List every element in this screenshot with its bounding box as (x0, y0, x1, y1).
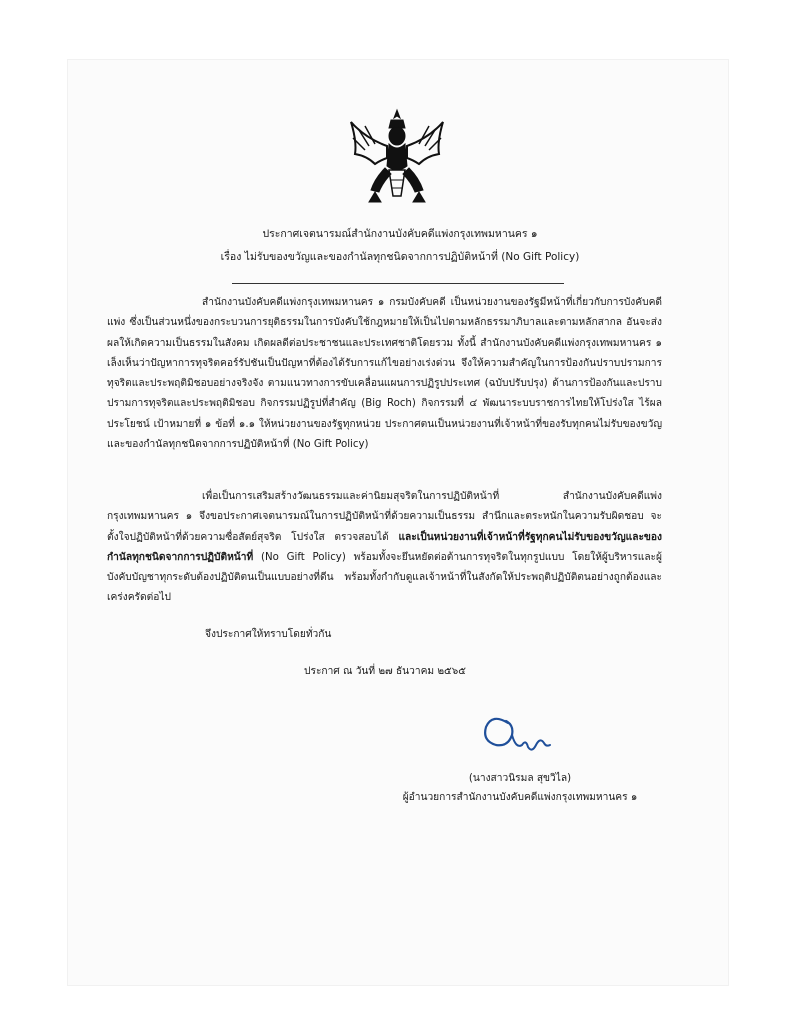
paragraph-commitment (107, 487, 662, 609)
paragraph-commitment-text-1: เพื่อเป็นการเสริมสร้างวัฒนธรรมและค่านิยมสุจริตในการปฏิบัติหน้าที่ สำนักงานบังคับคดีแพ่งกรุงเทพมหานคร ๑ จึงขอประกาศเจตนารมณ์ในการปฏิบัติหน้าที่ด้วยความเป็นธรรม สำนึกและตระหนักในความรับผิดชอบ จะตั้งใจปฏิบัติหน้าที่ด้วยความซื่อสัตย์สุจริต โปร่งใส ตรวจสอบได้ (107, 491, 662, 543)
announcement-closing: จึงประกาศให้ทราบโดยทั่วกัน (205, 629, 332, 640)
announcement-date: ประกาศ ณ วันที่ ๒๗ ธันวาคม ๒๕๖๕ (304, 666, 466, 677)
header-divider (232, 283, 564, 284)
paragraph-commitment-emphasis: และเป็นหน่วยงานที่เจ้าหน้าที่รัฐทุกคนไม่รับของขวัญและของกำนัลทุกชนิดจากการปฏิบัติหน้าที่ (107, 531, 662, 563)
paragraph-commitment-text-2: (No Gift Policy) พร้อมทั้งจะยึนหยัดต่อต้านการทุจริตในทุกรูปแบบ โดยให้ผู้บริหารและผู้บังคับบัญชาทุกระดับต้องปฏิบัติตนเป็นแบบอย่างที่ดีน พร้อมทั้งกำกับดูแลเจ้าหน้าที่ในสังกัดให้ประพฤติปฏิบัติตนอย่างถูกต้องและเคร่งครัดต่อไป (107, 551, 662, 604)
announcement-title: ประกาศเจตนารมณ์สำนักงานบังคับคดีแพ่งกรุงเทพมหานคร ๑ (262, 228, 538, 240)
handwritten-signature-icon (478, 705, 558, 760)
garuda-emblem-icon (345, 108, 449, 206)
signer-title: ผู้อำนวยการสำนักงานบังคับคดีแพ่งกรุงเทพมหานคร ๑ (402, 792, 638, 803)
signer-name: (นางสาวนิรมล สุขวิไล) (468, 773, 572, 784)
announcement-subject: เรื่อง ไม่รับของขวัญและของกำนัลทุกชนิดจากการปฏิบัติหน้าที่ (No Gift Policy) (220, 251, 580, 263)
paragraph-intro: สำนักงานบังคับคดีแพ่งกรุงเทพมหานคร ๑ กรมบังคับคดี เป็นหน่วยงานของรัฐมีหน้าที่เกี่ยวกับการบังคับคดีแพ่ง ซึ่งเป็นส่วนหนึ่งของกระบวนการยุติธรรมในการบังคับใช้กฎหมายให้เป็นไปตามหลักธรรมาภิบาลและตามหลักสากล อันจะส่งผลให้เกิดความเป็นธรรมในสังคม เกิดผลดีต่อประชาชนและประเทศชาติโดยรวม ทั้งนี้ สำนักงานบังคับคดีแพ่งกรุงเทพมหานคร ๑ เล็งเห็นว่าปัญหาการทุจริตคอร์รัปชันเป็นปัญหาที่ต้องได้รับการแก้ไขอย่างเร่งด่วน จึงให้ความสำคัญในการป้องกันปราบปรามการทุจริตและประพฤติมิชอบอย่างจริงจัง ตามแนวทางการขับเคลื่อนแผนการปฏิรูปประเทศ (ฉบับปรับปรุง) ด้านการป้องกันและปราบปรามการทุจริตและประพฤติมิชอบ กิจกรรมปฏิรูปที่สำคัญ (Big Roch) กิจกรรมที่ ๔ พัฒนาระบบราชการไทยให้โปร่งใส ไร้ผลประโยชน์ เป้าหมายที่ ๑ ข้อที่ ๑.๑ ให้หน่วยงานของรัฐทุกหน่วย ประกาศตนเป็นหน่วยงานที่เจ้าหน้าที่ของรับทุกคนไม่รับของขวัญ และของกำนัลทุกชนิดจากการปฏิบัติหน้าที่ (No Gift Policy) (107, 297, 662, 451)
